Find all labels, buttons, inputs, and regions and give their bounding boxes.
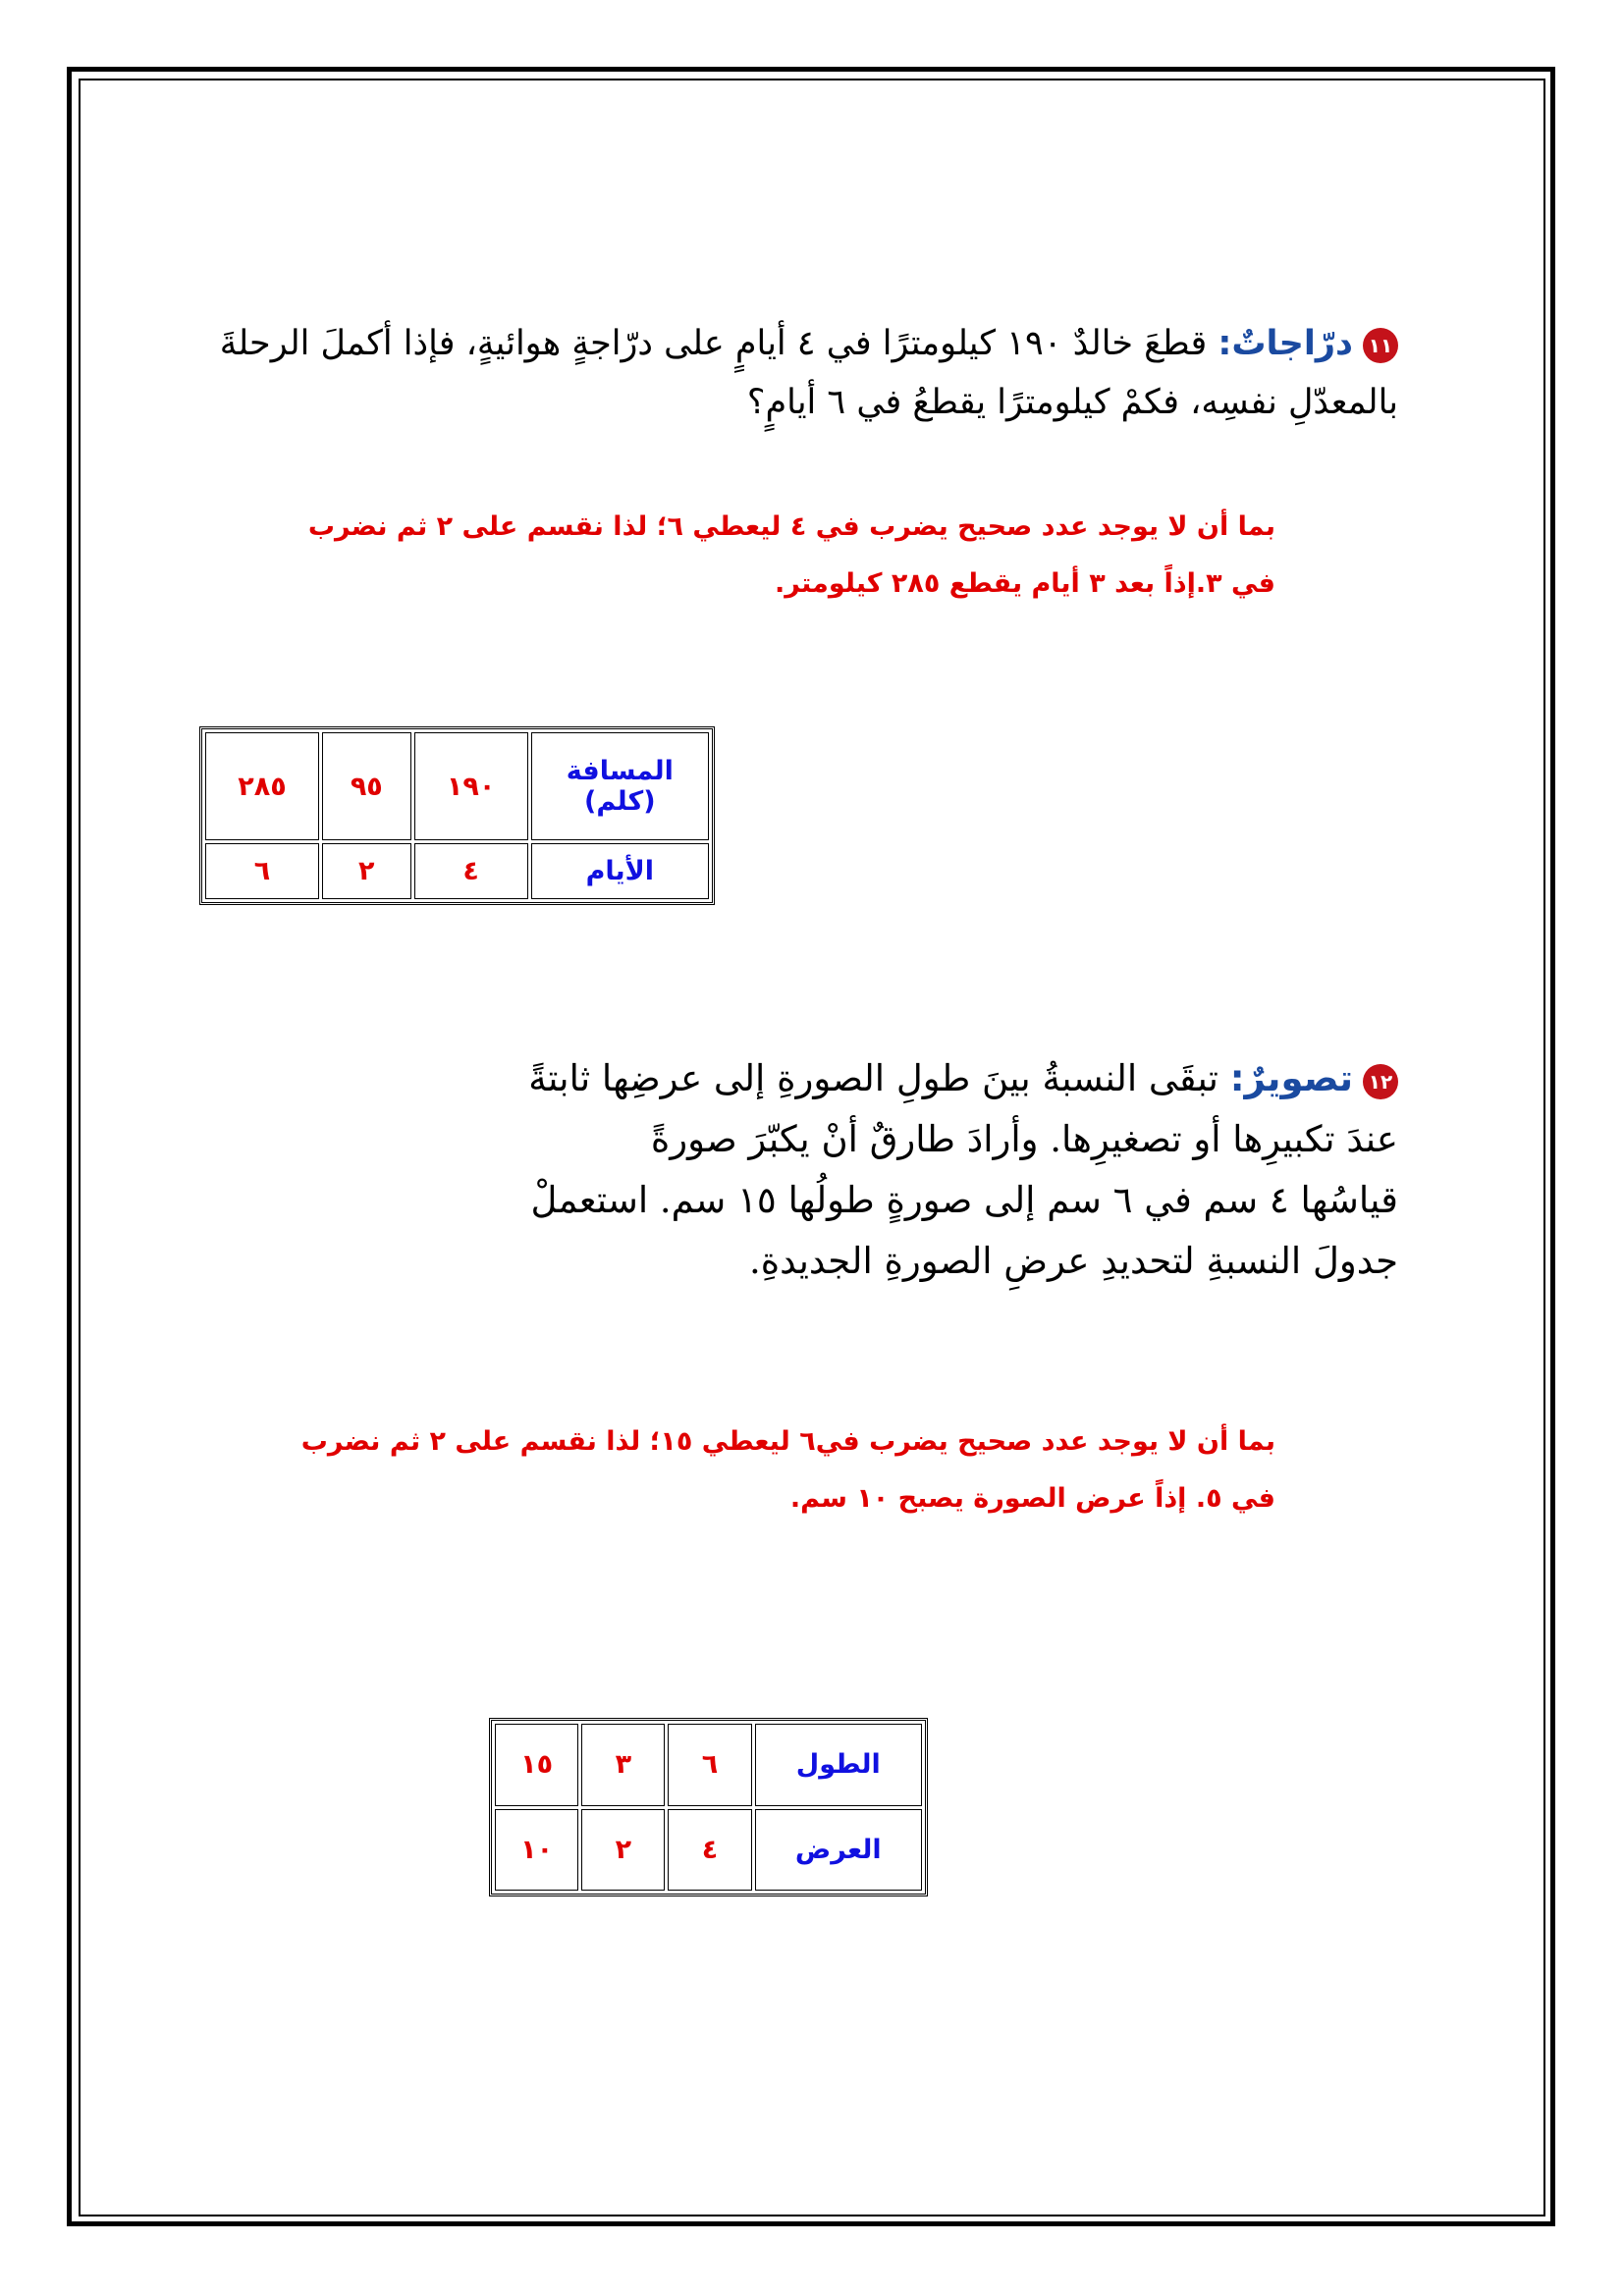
problem-11 <box>122 314 1398 432</box>
table-cell: ٤ <box>414 843 528 899</box>
table-cell: ١٩٠ <box>414 732 528 840</box>
table-header-cell: الأيام <box>531 843 709 899</box>
answer-line: بما أن لا يوجد عدد صحيح يضرب في ٤ ليعطي ٦؛ لذا نقسم على ٢ ثم نضرب <box>307 511 1275 542</box>
problem-number-badge: ١١ <box>1363 328 1398 363</box>
problem-number-badge: ١٢ <box>1363 1064 1398 1099</box>
table-row <box>495 1809 922 1892</box>
table-cell: ١٠ <box>495 1809 578 1892</box>
problem-keyword: تصويرٌ: <box>1229 1057 1353 1099</box>
problem-keyword: درّاجاتٌ: <box>1218 324 1353 363</box>
problem-12-line-3: قياسُها ٤ سم في ٦ سم إلى صورةٍ طولُها ١٥ سم. استعملْ <box>530 1179 1398 1221</box>
problem-text: قطعَ خالدٌ ١٩٠ كيلومترًا في ٤ أيامٍ على درّاجةٍ هوائيةٍ، فإذا أكملَ الرحلةَ <box>219 324 1208 363</box>
ratio-table-12 <box>489 1718 928 1896</box>
table-cell: ٢ <box>322 843 411 899</box>
table-cell: ٢ <box>581 1809 665 1892</box>
table-row <box>495 1724 922 1806</box>
table-cell: ٩٥ <box>322 732 411 840</box>
problem-11-line-2: بالمعدّلِ نفسِه، فكمْ كيلومترًا يقطعُ في ٦ أيامٍ؟ <box>746 383 1398 422</box>
table-row <box>205 732 709 840</box>
problem-12 <box>416 1048 1398 1292</box>
table-cell: ٦ <box>668 1724 751 1806</box>
table-cell: ٣ <box>581 1724 665 1806</box>
table-cell: ٤ <box>668 1809 751 1892</box>
table-cell: ٢٨٥ <box>205 732 319 840</box>
table-header-cell: الطول <box>755 1724 922 1806</box>
problem-text: تبقَى النسبةُ بينَ طولِ الصورةِ إلى عرضِها ثابتةً <box>528 1057 1218 1099</box>
answer-line: في ٣.إذاً بعد ٣ أيام يقطع ٢٨٥ كيلومتر. <box>775 568 1275 599</box>
ratio-table-11 <box>199 726 715 905</box>
problem-12-line-2: عندَ تكبيرِها أو تصغيرِها. وأرادَ طارقٌ أنْ يكبّرَ صورةً <box>650 1118 1398 1160</box>
table-header-cell: العرض <box>755 1809 922 1892</box>
problem-11-line-1 <box>122 314 1398 373</box>
table-row <box>205 843 709 899</box>
answer-12 <box>176 1414 1275 1527</box>
answer-11 <box>176 499 1275 613</box>
table-header-cell: المسافة (كلم) <box>531 732 709 840</box>
problem-12-line-1 <box>416 1048 1398 1109</box>
answer-line: في ٥. إذاً عرض الصورة يصبح ١٠ سم. <box>789 1483 1275 1514</box>
table-cell: ١٥ <box>495 1724 578 1806</box>
table-cell: ٦ <box>205 843 319 899</box>
answer-line: بما أن لا يوجد عدد صحيح يضرب في٦ ليعطي ١٥؛ لذا نقسم على ٢ ثم نضرب <box>300 1426 1275 1457</box>
problem-12-line-4: جدولَ النسبةِ لتحديدِ عرضِ الصورةِ الجديدةِ. <box>749 1240 1398 1282</box>
